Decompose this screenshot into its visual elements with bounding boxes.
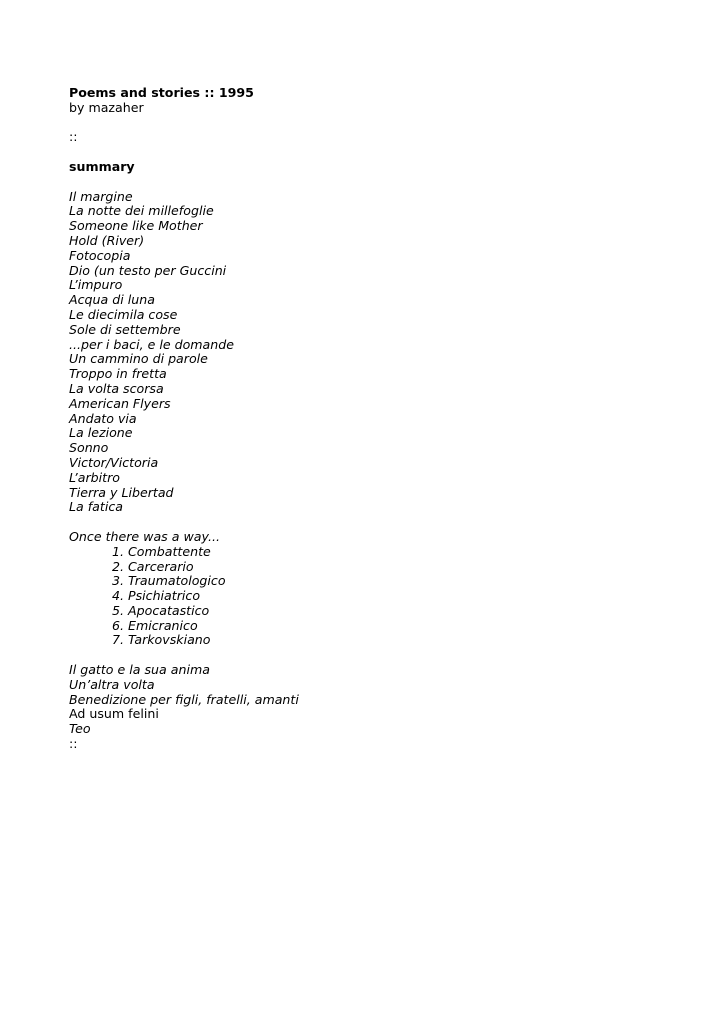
numbered-item — [69, 633, 689, 648]
item-title: Emicranico — [128, 617, 198, 633]
summary-item: ...per i baci, e le domande — [69, 336, 234, 352]
summary-item: Andato via — [69, 410, 137, 426]
spacer — [69, 515, 689, 530]
summary-item: Benedizione per figli, fratelli, amanti — [69, 691, 299, 707]
item-title: Tarkovskiano — [128, 632, 211, 648]
item-title: Carcerario — [128, 558, 194, 574]
summary-item: Hold (River) — [69, 232, 145, 248]
spacer — [69, 116, 689, 131]
author-byline: by mazaher — [69, 99, 144, 115]
summary-item: Victor/Victoria — [69, 454, 159, 470]
spacer — [69, 175, 689, 190]
summary-item: La fatica — [69, 499, 123, 515]
numbered-item — [69, 560, 689, 575]
item-title: Psichiatrico — [128, 588, 201, 604]
summary-item: La volta scorsa — [69, 380, 164, 396]
summary-item: Fotocopia — [69, 247, 131, 263]
summary-item: La notte dei millefoglie — [69, 203, 214, 219]
summary-item: Dio (un testo per Guccini — [69, 262, 227, 278]
summary-list-continued — [69, 663, 689, 737]
summary-item: Acqua di luna — [69, 292, 155, 308]
summary-item: Sole di settembre — [69, 321, 181, 337]
numbered-item — [69, 619, 689, 634]
summary-list — [69, 190, 689, 516]
item-title: Combattente — [128, 543, 211, 559]
summary-item: Teo — [69, 721, 91, 737]
footer-separator: :: — [69, 736, 78, 752]
numbered-item — [69, 574, 689, 589]
item-number: 5. — [112, 602, 125, 618]
summary-item: Un cammino di parole — [69, 351, 208, 367]
item-title: Traumatologico — [128, 573, 226, 589]
numbered-item — [69, 545, 689, 560]
item-number: 4. — [112, 588, 125, 604]
item-number: 3. — [112, 573, 125, 589]
summary-item: Il gatto e la sua anima — [69, 662, 210, 678]
separator: :: — [69, 129, 78, 145]
spacer — [69, 145, 689, 160]
summary-item: Un’altra volta — [69, 676, 155, 692]
summary-item: American Flyers — [69, 395, 171, 411]
item-number: 2. — [112, 558, 125, 574]
summary-item: Il margine — [69, 188, 133, 204]
section-heading-once: Once there was a way... — [69, 528, 220, 544]
document-title: Poems and stories :: 1995 — [69, 85, 254, 100]
summary-item: La lezione — [69, 425, 133, 441]
numbered-list — [69, 545, 689, 649]
summary-item: Sonno — [69, 440, 109, 456]
summary-item: Someone like Mother — [69, 218, 203, 234]
summary-item: L’impuro — [69, 277, 123, 293]
summary-item: Ad usum felini — [69, 706, 159, 722]
item-number: 6. — [112, 617, 125, 633]
item-number: 7. — [112, 632, 125, 648]
summary-item: L’arbitro — [69, 469, 120, 485]
item-number: 1. — [112, 543, 125, 559]
document-page — [69, 86, 689, 752]
summary-item: Tierra y Libertad — [69, 484, 174, 500]
item-title: Apocatastico — [128, 602, 210, 618]
summary-item: Troppo in fretta — [69, 366, 167, 382]
spacer — [69, 648, 689, 663]
summary-item: Le diecimila cose — [69, 306, 178, 322]
numbered-item — [69, 604, 689, 619]
summary-heading: summary — [69, 158, 135, 174]
numbered-item — [69, 589, 689, 604]
